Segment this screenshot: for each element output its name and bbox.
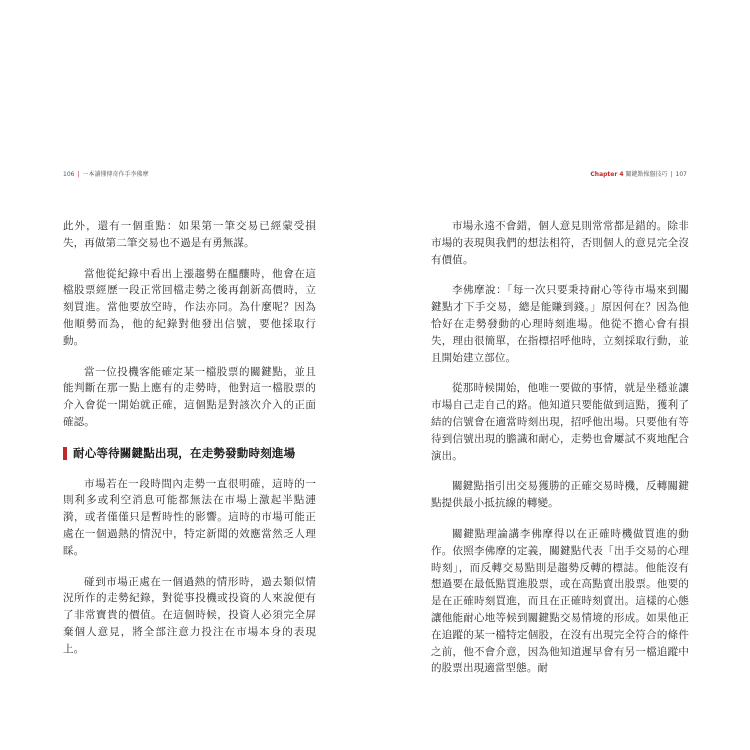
book-title: 一本讀懂傳奇作手李佛摩 — [82, 171, 149, 178]
paragraph: 市場若在一段時間內走勢一直很明確，這時的一則利多或利空消息可能都無法在市場上激起半點漣漪，或者僅僅只是暫時性的影響。這時的市場可能正處在一個過熱的情況中，特定新聞的效應當然乏人理睬。 — [63, 477, 316, 557]
paragraph: 當一位投機客能確定某一檔股票的關鍵點，並且能判斷在那一點上應有的走勢時，他對這一檔股票的介入會從一開始就正確，這個點是對該次介入的正面確認。 — [63, 365, 316, 428]
paragraph: 市場永遠不會錯，個人意見則常常都是錯的。除非市場的表現與我們的想法相符，否則個人的意見完全沒有價值。 — [431, 220, 689, 266]
right-page — [375, 0, 750, 750]
right-running-head — [590, 171, 687, 179]
paragraph: 李佛摩說：「每一次只要秉持耐心等待市場來到關鍵點才下手交易，總是能賺到錢。」原因何在？因為他恰好在走勢發動的心理時刻進場。他從不擔心會有損失，理由很簡單，在指標招呼他時，立刻採取行動，並且開始建立部位。 — [431, 284, 689, 364]
paragraph: 當他從紀錄中看出上漲趨勢在醞釀時，他會在這檔股票經歷一段正常回檔走勢之後再創新高價時，立刻買進。當他要放空時，作法亦同。為什麼呢？因為他順勢而為，他的紀錄對他發出信號，要他採取行動。 — [63, 267, 316, 347]
left-body-text — [63, 218, 316, 672]
right-head-separator: | — [670, 171, 673, 178]
paragraph: 此外，還有一個重點：如果第一筆交易已經蒙受損失，再做第二筆交易也不過是有勇無謀。 — [63, 220, 316, 249]
paragraph: 關鍵點理論講李佛摩得以在正確時機做買進的動作。依照李佛摩的定義，關鍵點代表「出手交易的心理時刻」，而反轉交易點則是趨勢反轉的標誌。他能沒有想過要在最低點買進股票，或在高點賣出股票。他要的是在正確時刻買進，而且在正確時刻賣出。這樣的心態讓他能耐心地等候到關鍵點交易情境的形成。如果他正在追蹤的某一檔特定個股，在沒有出現完全符合的條件之前，他不會介意，因為他知道遲早會有另一檔追蹤中的股票出現適當型態。耐 — [431, 527, 689, 675]
right-page-number: 107 — [675, 171, 687, 178]
section-heading-text: 耐心等待關鍵點出現，在走勢發動時刻進場 — [73, 445, 296, 460]
paragraph: 從那時候開始，他唯一要做的事情，就是坐穩並讓市場自己走自己的路。他知道只要能做到這點，獲利了結的信號會在適當時刻出現，招呼他出場。只要他有等待到信號出現的膽識和耐心，走勢也會屢試不爽地配合演出。 — [431, 382, 689, 462]
left-running-head — [63, 171, 149, 179]
paragraph: 關鍵點指引出交易獲勝的正確交易時機，反轉關鍵點提供最小抵抗線的轉變。 — [431, 480, 689, 510]
left-head-separator: | — [77, 171, 80, 178]
right-body-text — [431, 218, 689, 691]
paragraph: 碰到市場正處在一個過熱的情形時，過去類似情況所作的走勢紀錄，對從事投機或投資的人來說便有了非常寶貴的價值。在這個時候，投資人必須完全屏棄個人意見，將全部注意力投注在市場本身的表現上。 — [63, 575, 316, 655]
chapter-title: 關鍵點操盤技巧 — [625, 171, 668, 178]
heading-marker-bar — [63, 447, 67, 460]
chapter-label: Chapter 4 — [590, 171, 624, 178]
left-page-number: 106 — [63, 171, 75, 178]
section-heading — [63, 445, 316, 462]
